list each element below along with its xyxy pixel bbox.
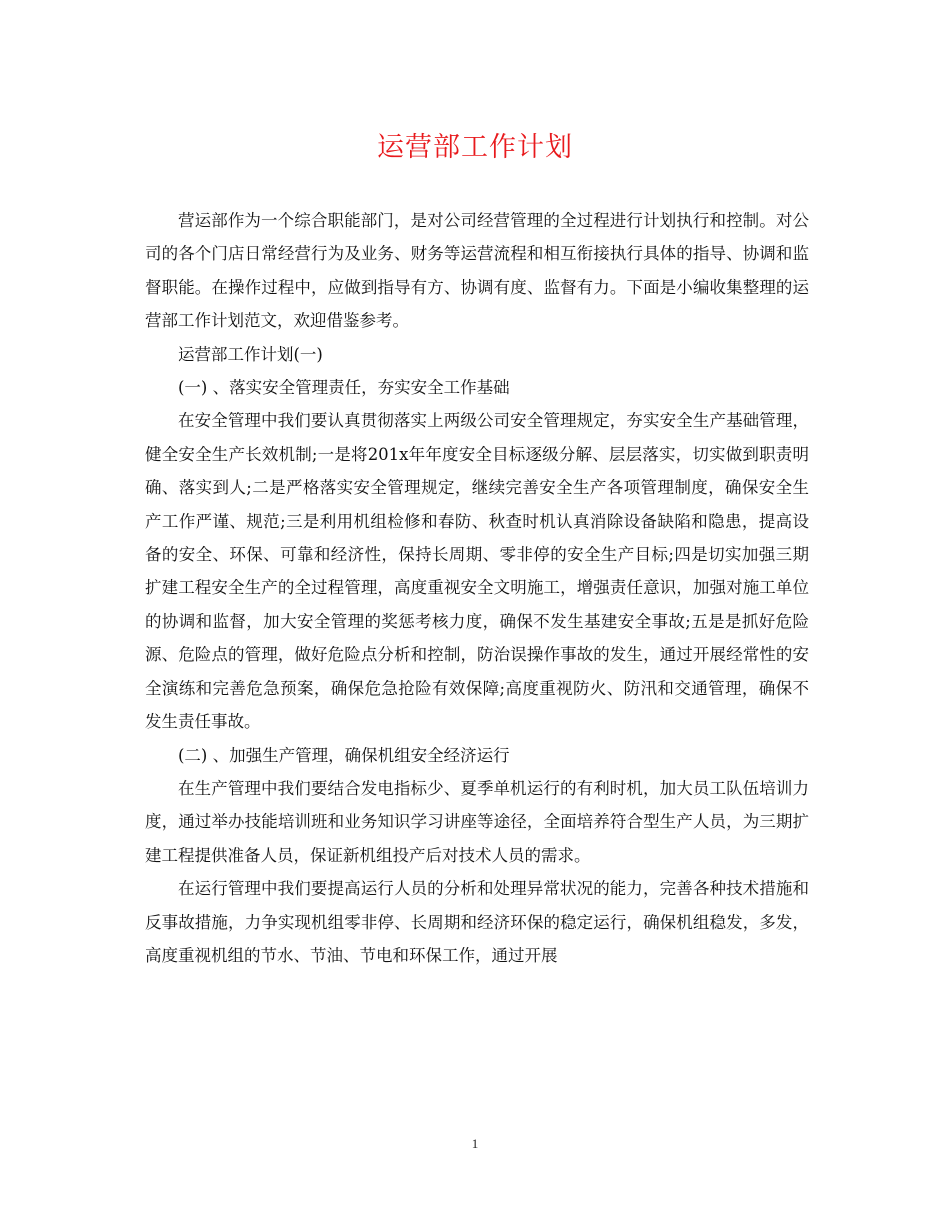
- document-body: [145, 204, 809, 972]
- subsection-heading-1: (一) 、落实安全管理责任，夯实安全工作基础: [178, 378, 510, 398]
- paragraph-production: 在生产管理中我们要结合发电指标少、夏季单机运行的有利时机，加大员工队伍培训力度，通过举办技能培训班和业务知识学习讲座等途径，全面培养符合型生产人员，为三期扩建工程提供准备人员，保证新机组投产后对技术人员的需求。: [145, 778, 809, 865]
- page-number: 1: [471, 1136, 479, 1151]
- paragraph-intro: 营运部作为一个综合职能部门，是对公司经营管理的全过程进行计划执行和控制。对公司的各个门店日常经营行为及业务、财务等运营流程和相互衔接执行具体的指导、协调和监督职能。在操作过程中，应做到指导有方、协调有度、监督有力。下面是小编收集整理的运营部工作计划范文，欢迎借鉴参考。: [145, 211, 809, 331]
- subsection-heading-2: (二) 、加强生产管理，确保机组安全经济运行: [178, 745, 510, 765]
- document-title: 运营部工作计划: [377, 132, 573, 163]
- paragraph-operations: 在运行管理中我们要提高运行人员的分析和处理异常状况的能力，完善各种技术措施和反事故措施，力争实现机组零非停、长周期和经济环保的稳定运行，确保机组稳发，多发，高度重视机组的节水、节油、节电和环保工作，通过开展: [145, 879, 809, 965]
- paragraph-safety: 在安全管理中我们要认真贯彻落实上两级公司安全管理规定，夯实安全生产基础管理，健全安全生产长效机制;一是将201x年年度安全目标逐级分解、层层落实，切实做到职责明确、落实到人;二是严格落实安全管理规定，继续完善安全生产各项管理制度，确保安全生产工作严谨、规范;三是利用机组检修和春防、秋查时机认真消除设备缺陷和隐患，提高设备的安全、环保、可靠和经济性，保持长周期、零非停的安全生产目标;四是切实加强三期扩建工程安全生产的全过程管理，高度重视安全文明施工，增强责任意识，加强对施工单位的协调和监督，加大安全管理的奖惩考核力度，确保不发生基建安全事故;五是是抓好危险源、危险点的管理，做好危险点分析和控制，防治误操作事故的发生，通过开展经常性的安全演练和完善危急预案，确保危急抢险有效保障;高度重视防火、防汛和交通管理，确保不发生责任事故。: [145, 411, 809, 732]
- section-heading-plan-1: 运营部工作计划(一): [178, 344, 323, 364]
